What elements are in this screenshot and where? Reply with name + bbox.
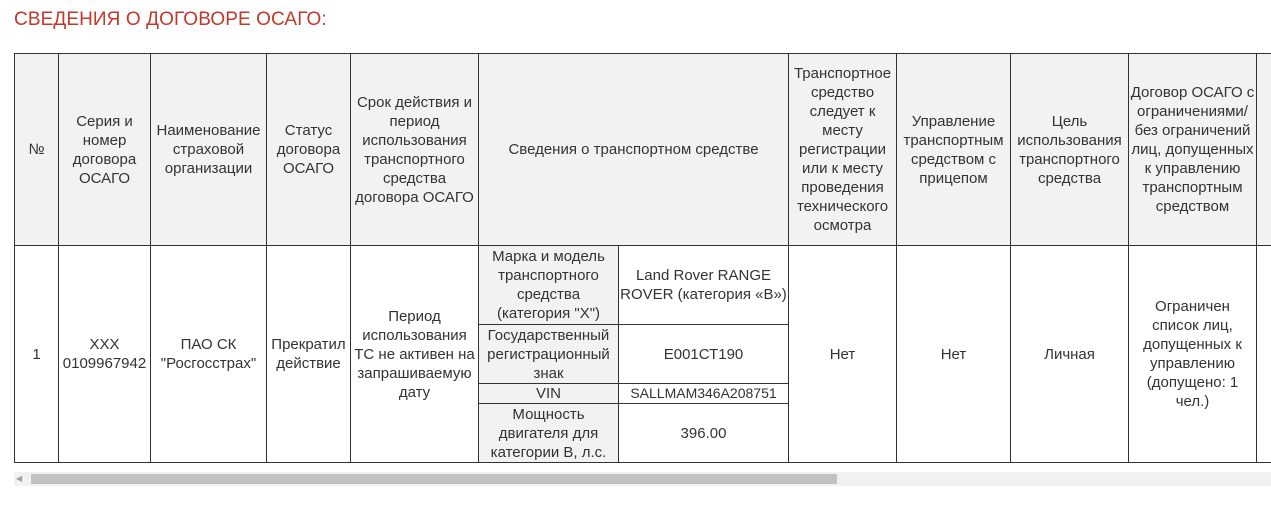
cell-trailer: Нет (897, 246, 1011, 463)
header-vehicle: Сведения о транспортном средстве (479, 54, 789, 246)
vehicle-make-value: Land Rover RANGE ROVER (категория «B») (619, 246, 789, 325)
cell-series: XXX 0109967942 (59, 246, 151, 463)
header-insurer: Наименование страховой организации (151, 54, 267, 246)
scroll-left-arrow-icon[interactable]: ◀ (16, 474, 23, 483)
cell-period: Период использования ТС не активен на запрашиваемую дату (351, 246, 479, 463)
cell-insurer: ПАО СК "Росгосстрах" (151, 246, 267, 463)
vehicle-vin-value: SALLMAM346A208751 (619, 384, 789, 404)
header-status: Статус договора ОСАГО (267, 54, 351, 246)
page-title: СВЕДЕНИЯ О ДОГОВОРЕ ОСАГО: (14, 9, 327, 30)
vehicle-vin-label: VIN (479, 384, 619, 404)
header-travel: Транспортное средство следует к месту регистрации или к месту проведения технического осмотра (789, 54, 897, 246)
horizontal-scrollbar[interactable] (14, 472, 1271, 486)
cell-number: 1 (15, 246, 59, 463)
cell-restrictions: Ограничен список лиц, допущенных к управлению (допущено: 1 чел.) (1129, 246, 1257, 463)
vehicle-power-value: 396.00 (619, 404, 789, 463)
header-number: № (15, 54, 59, 246)
header-extra (1257, 54, 1271, 246)
table-row (15, 246, 1271, 325)
header-series: Серия и номер договора ОСАГО (59, 54, 151, 246)
cell-purpose: Личная (1011, 246, 1129, 463)
vehicle-plate-value: Е001СТ190 (619, 325, 789, 384)
scrollbar-thumb[interactable] (31, 474, 837, 484)
table-scroll-container[interactable] (14, 53, 1271, 470)
header-restrictions: Договор ОСАГО с ограничениями/ без ограничений лиц, допущенных к управлению транспортным средством (1129, 54, 1257, 246)
osago-table (14, 53, 1271, 463)
header-trailer: Управление транспортным средством с прицепом (897, 54, 1011, 246)
vehicle-make-label: Марка и модель транспортного средства (категория "Х") (479, 246, 619, 325)
cell-extra (1257, 246, 1271, 463)
vehicle-power-label: Мощность двигателя для категории B, л.с. (479, 404, 619, 463)
table-header-row (15, 54, 1271, 246)
header-purpose: Цель использования транспортного средства (1011, 54, 1129, 246)
cell-status: Прекратил действие (267, 246, 351, 463)
header-period: Срок действия и период использования транспортного средства договора ОСАГО (351, 54, 479, 246)
vehicle-plate-label: Государственный регистрационный знак (479, 325, 619, 384)
cell-travel: Нет (789, 246, 897, 463)
